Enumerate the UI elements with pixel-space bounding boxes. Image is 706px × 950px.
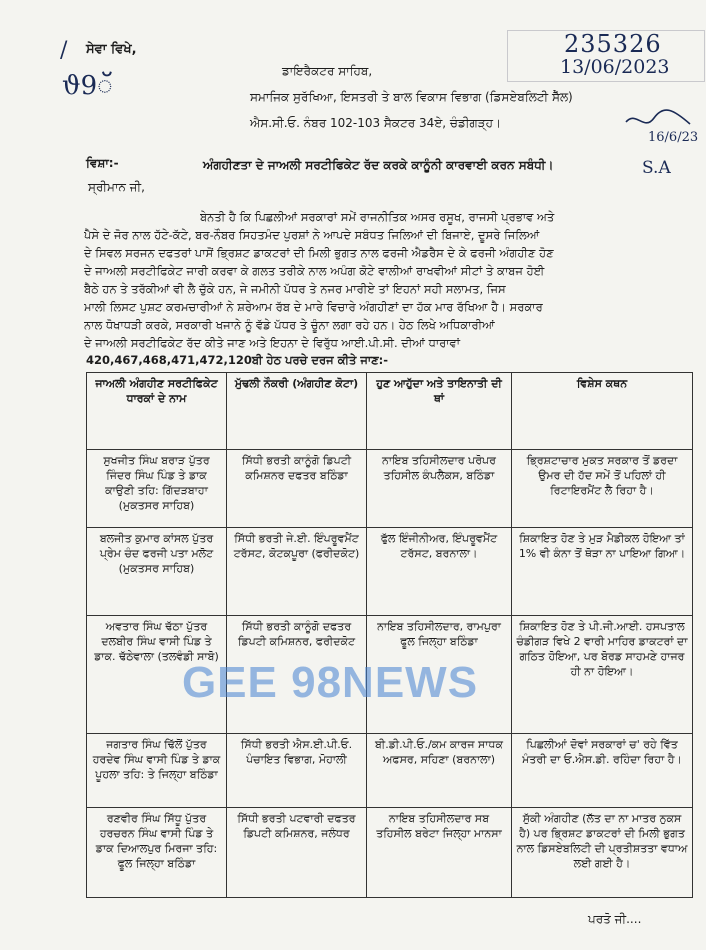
body-line: ਪੈਸੇ ਦੇ ਜੋਰ ਨਾਲ ਹੱਟੇ-ਕੱਟੇ, ਬਰ-ਨੌਬਰ ਸਿਹਤਮੰਦ ਪੁਰਸ਼ਾਂ ਨੇ ਆਪਦੇ ਸਬੰਧਤ ਜਿਲਿਆਂ ਦੀ ਬਿਜਾਏ, ਦੂਸਰੇ ਜਿਲਿਆਂ [84, 228, 540, 242]
recipient-department: ਸਮਾਜਿਕ ਸੁਰੱਖਿਆ, ਇਸਤਰੀ ਤੇ ਬਾਲ ਵਿਕਾਸ ਵਿਭਾਗ (ਡਿਸਏਬਲਿਟੀ ਸੈੱਲ) [250, 90, 573, 104]
ipc-sections-line: 420,467,468,471,472,120ਬੀ ਹੇਠ ਪਰਚੇ ਦਰਜ ਕੀਤੇ ਜਾਣ:- [86, 353, 389, 367]
holder-name-cell: ਜਗਤਾਰ ਸਿੰਘ ਢਿੱਲੋਂ ਪੁੱਤਰ ਹਰਦੇਵ ਸਿੰਘ ਵਾਸੀ ਪਿੰਡ ਤੇ ਡਾਕ ਪੂਹਲਾ ਤਹਿ: ਤੇ ਜਿਲ੍ਹਾ ਬਠਿੰਡਾ [87, 734, 227, 808]
holder-name-cell: ਸੁਖਜੀਤ ਸਿੰਘ ਬਰਾੜ ਪੁੱਤਰ ਜਿੰਦਰ ਸਿੰਘ ਪਿੰਡ ਤੇ ਡਾਕ ਕਾਉਣੀ ਤਹਿ: ਗਿੱਦੜਬਾਹਾ (ਮੁਕਤਸਰ ਸਾਹਿਬ) [87, 450, 227, 528]
current-post-cell: ਨਾਇਬ ਤਹਿਸੀਲਦਾਰ ਸਬ ਤਹਿਸੀਲ ਬਰੇਟਾ ਜਿਲ੍ਹਾ ਮਾਨਸਾ [367, 808, 512, 898]
subject-label: ਵਿਸ਼ਾ:- [86, 156, 119, 170]
remarks-cell: ਭ੍ਰਿਸ਼ਟਾਚਾਰ ਮੁਕਤ ਸਰਕਾਰ ਤੋਂ ਡਰਦਾ ਉਮਰ ਦੀ ਹੱਦ ਸਮੇਂ ਤੋਂ ਪਹਿਲਾਂ ਹੀ ਰਿਟਾਇਰਮੈਂਟ ਲੈ ਰਿਹਾ ਹੈ। [512, 450, 693, 528]
column-header-names: ਜਾਅਲੀ ਅੰਗਹੀਣ ਸਰਟੀਫਿਕੇਟ ਧਾਰਕਾਂ ਦੇ ਨਾਮ [87, 373, 227, 450]
current-post-cell: ਬੀ.ਡੀ.ਪੀ.ਓ./ਕਮ ਕਾਰਜ ਸਾਧਕ ਅਫਸਰ, ਸਹਿਣਾ (ਬਰਨਾਲਾ) [367, 734, 512, 808]
salutation: ਸੇਵਾ ਵਿਖੇ, [86, 42, 137, 57]
diary-number: 235326 [564, 30, 662, 58]
holder-name-cell: ਰਣਵੀਰ ਸਿੰਘ ਸਿੱਧੂ ਪੁੱਤਰ ਹਰਚਰਨ ਸਿੰਘ ਵਾਸੀ ਪਿੰਡ ਤੇ ਡਾਕ ਦਿਆਲਪੁਰ ਮਿਰਜਾ ਤਹਿ: ਫੂਲ ਜਿਲ੍ਹਾ ਬਠਿੰਡਾ [87, 808, 227, 898]
page-turn-note: ਪਰਤੋ ਜੀ.... [588, 912, 642, 926]
subject-text: ਅੰਗਹੀਣਤਾ ਦੇ ਜਾਅਲੀ ਸਰਟੀਫਿਕੇਟ ਰੱਦ ਕਰਕੇ ਕਾਨੂੰਨੀ ਕਾਰਵਾਈ ਕਰਨ ਸਬੰਧੀ। [203, 158, 554, 172]
initial-job-cell: ਸਿੱਧੀ ਭਰਤੀ ਐਸ.ਈ.ਪੀ.ਓ. ਪੰਚਾਇਤ ਵਿਭਾਗ, ਮੋਹਾਲੀ [227, 734, 367, 808]
body-line: ਦੇ ਜਾਅਲੀ ਸਰਟੀਫਿਕੇਟ ਰੱਦ ਕੀਤੇ ਜਾਣ ਅਤੇ ਇਹਨਾ ਦੇ ਵਿਰੁੱਧ ਆਈ.ਪੀ.ਸੀ. ਦੀਆਂ ਧਾਰਾਵਾਂ [84, 336, 460, 350]
table-header-row [87, 373, 693, 450]
news-watermark: GEE 98NEWS [181, 658, 479, 707]
initial-job-cell: ਸਿੱਧੀ ਭਰਤੀ ਕਾਨੂੰਗੋ ਡਿਪਟੀ ਕਮਿਸ਼ਨਰ ਦਫਤਰ ਬਠਿੰਡਾ [227, 450, 367, 528]
initial-job-cell: ਸਿੱਧੀ ਭਰਤੀ ਪਟਵਾਰੀ ਦਫਤਰ ਡਿਪਟੀ ਕਮਿਸ਼ਨਰ, ਜਲੰਧਰ [227, 808, 367, 898]
body-line: ਦੇ ਸਿਵਲ ਸਰਜਨ ਦਫਤਰਾਂ ਪਾਸੋਂ ਭ੍ਰਿਸ਼ਟ ਡਾਕਟਰਾਂ ਦੀ ਮਿਲੀ ਭੁਗਤ ਨਾਲ ਫਰਜੀ ਐਡਰੈਸ ਦੇ ਕੇ ਫਰਜੀ ਅੰਗਹੀਣ ਹੋਣ [84, 246, 554, 260]
remarks-cell: ਸੁੱਕੀ ਅੰਗਹੀਣ (ਲੱਤ ਦਾ ਨਾ ਮਾਤਰ ਨੁਕਸ ਹੈ) ਪਰ ਭ੍ਰਿਸ਼ਟ ਡਾਕਟਰਾਂ ਦੀ ਮਿਲੀ ਭੁਗਤ ਨਾਲ ਡਿਸਏਬਲਿਟੀ ਦੀ ਪ੍ਰਤੀਸ਼ਤਤਾ ਵਧਾਅ ਲਈ ਗਈ ਹੈ। [512, 808, 693, 898]
recipient-address: ਐਸ.ਸੀ.ਓ. ਨੰਬਰ 102-103 ਸੈਕਟਰ 34ਏ, ਚੰਡੀਗੜ੍ਹ। [250, 116, 502, 130]
handwritten-slash: / [60, 38, 68, 63]
body-line: ਦੇ ਜਾਅਲੀ ਸਰਟੀਫਿਕੇਟ ਜਾਰੀ ਕਰਵਾ ਕੇ ਗਲਤ ਤਰੀਕੇ ਨਾਲ ਅਪੰਗ ਕੋਟੇ ਵਾਲੀਆਂ ਰਾਖਵੀਆਂ ਸੀਟਾਂ ਤੇ ਕਾਬਜ ਹੋਈ [84, 264, 545, 278]
remarks-cell: ਸ਼ਿਕਾਇਤ ਹੋਣ ਤੇ ਮੁੜ ਮੈਡੀਕਲ ਹੋਇਆ ਤਾਂ 1% ਵੀ ਕੰਨਾ ਤੋਂ ਥੋੜਾ ਨਾ ਪਾਇਆ ਗਿਆ। [512, 528, 693, 616]
fake-certificate-table [86, 372, 693, 898]
body-line: ਬੇਨਤੀ ਹੈ ਕਿ ਪਿਛਲੀਆਂ ਸਰਕਾਰਾਂ ਸਮੇਂ ਰਾਜਨੀਤਿਕ ਅਸਰ ਰਸੂਖ, ਰਾਜਸੀ ਪ੍ਰਭਾਵ ਅਤੇ [200, 210, 555, 224]
remarks-cell: ਸ਼ਿਕਾਇਤ ਹੋਣ ਤੇ ਪੀ.ਜੀ.ਆਈ. ਹਸਪਤਾਲ ਚੰਡੀਗੜ ਵਿਖੇ 2 ਵਾਰੀ ਮਾਹਿਰ ਡਾਕਟਰਾਂ ਦਾ ਗਠਿਤ ਹੋਇਆ, ਪਰ ਬੋਰਡ ਸਾਹਮਣੇ ਹਾਜਰ ਹੀ ਨਾ ਹੋਇਆ। [512, 616, 693, 734]
current-post-cell: ਨਾਇਬ ਤਹਿਸੀਲਦਾਰ, ਰਾਮਪੁਰਾ ਫੂਲ ਜਿਲ੍ਹਾ ਬਠਿੰਡਾ [367, 616, 512, 734]
body-line: ਨਾਲ ਧੋਖਾਧੜੀ ਕਰਕੇ, ਸਰਕਾਰੀ ਖਜਾਨੇ ਨੂੰ ਵੱਡੇ ਪੱਧਰ ਤੇ ਚੂੰਨਾ ਲਗਾ ਰਹੇ ਹਨ। ਹੇਠ ਲਿਖੇ ਅਧਿਕਾਰੀਆਂ [84, 318, 495, 332]
remarks-cell: ਪਿਛਲੀਆਂ ਦੋਵਾਂ ਸਰਕਾਰਾਂ ਚ' ਰਹੇ ਵਿੱਤ ਮੰਤਰੀ ਦਾ ਓ.ਐਸ.ਡੀ. ਰਹਿੰਦਾ ਰਿਹਾ ਹੈ। [512, 734, 693, 808]
initial-job-cell: ਸਿੱਧੀ ਭਰਤੀ ਕਾਨੂੰਗੋ ਦਫਤਰ ਡਿਪਟੀ ਕਮਿਸ਼ਨਰ, ਫਰੀਦਕੋਟ [227, 616, 367, 734]
table-row [87, 808, 693, 898]
body-line: ਮਾਲੀ ਲਿਸਟ ਪੁਸ਼ਟ ਕਰਮਚਾਰੀਆਂ ਨੇ ਸ਼ਰੇਆਮ ਰੱਬ ਦੇ ਮਾਰੇ ਵਿਚਾਰੇ ਅੰਗਹੀਣਾਂ ਦਾ ਹੱਕ ਮਾਰ ਰੱਖਿਆ ਹੈ। ਸਰਕਾਰ [84, 300, 543, 314]
table-row [87, 450, 693, 528]
sign-initials: S.A [642, 158, 671, 178]
table-row [87, 734, 693, 808]
column-header-remarks: ਵਿਸ਼ੇਸ ਕਥਨ [512, 373, 693, 450]
column-header-initial-job: ਮੁੱਢਲੀ ਨੌਕਰੀ (ਅੰਗਹੀਣ ਕੋਟਾ) [227, 373, 367, 450]
handwritten-number: ϑ9ॅ [62, 71, 113, 101]
holder-name-cell: ਬਲਜੀਤ ਕੁਮਾਰ ਕਾਂਸਲ ਪੁੱਤਰ ਪ੍ਰੇਮ ਚੰਦ ਫਰਜੀ ਪਤਾ ਮਲੋਟ (ਮੁਕਤਸਰ ਸਾਹਿਬ) [87, 528, 227, 616]
table-row [87, 528, 693, 616]
column-header-current-post: ਹੁਣ ਆਹੁੱਦਾ ਅਤੇ ਤਾਇਨਾਤੀ ਦੀ ਥਾਂ [367, 373, 512, 450]
initial-job-cell: ਸਿੱਧੀ ਭਰਤੀ ਜੇ.ਈ. ਇੰਪਰੂਵਮੈਂਟ ਟਰੱਸਟ, ਕੋਟਕਪੂਰਾ (ਫਰੀਦਕੋਟ) [227, 528, 367, 616]
sign-date: 16/6/23 [648, 130, 699, 145]
signature-scribble [622, 104, 694, 134]
holder-name-cell: ਅਵਤਾਰ ਸਿੰਘ ਢੱਠਾ ਪੁੱਤਰ ਦਲਬੀਰ ਸਿੰਘ ਵਾਸੀ ਪਿੰਡ ਤੇ ਡਾਕ. ਢੱਠੇਵਾਲਾ (ਤਲਵੰਡੀ ਸਾਬੋ) [87, 616, 227, 734]
receipt-date: 13/06/2023 [560, 56, 670, 78]
body-line: ਬੈਠੇ ਹਨ ਤੇ ਤਰੱਕੀਆਂ ਵੀ ਲੈ ਚੁੱਕੇ ਹਨ, ਜੇ ਜਮੀਨੀ ਪੱਧਰ ਤੇ ਨਜਰ ਮਾਰੀਏ ਤਾਂ ਇਹਨਾਂ ਸਹੀ ਸਲਾਮਤ, ਜਿਸ [84, 282, 506, 296]
recipient-title: ਡਾਇਰੈਕਟਰ ਸਾਹਿਬ, [282, 64, 373, 78]
current-post-cell: ਫੁੱਲ ਇੰਜੀਨੀਅਰ, ਇੰਪਰੂਵਮੈਂਟ ਟਰੱਸਟ, ਬਰਨਾਲਾ। [367, 528, 512, 616]
greeting: ਸ੍ਰੀਮਾਨ ਜੀ, [88, 180, 145, 194]
current-post-cell: ਨਾਇਬ ਤਹਿਸੀਲਦਾਰ ਪਰੋਪਰ ਤਹਿਸੀਲ ਕੰਪਲੈਕਸ, ਬਠਿੰਡਾ [367, 450, 512, 528]
